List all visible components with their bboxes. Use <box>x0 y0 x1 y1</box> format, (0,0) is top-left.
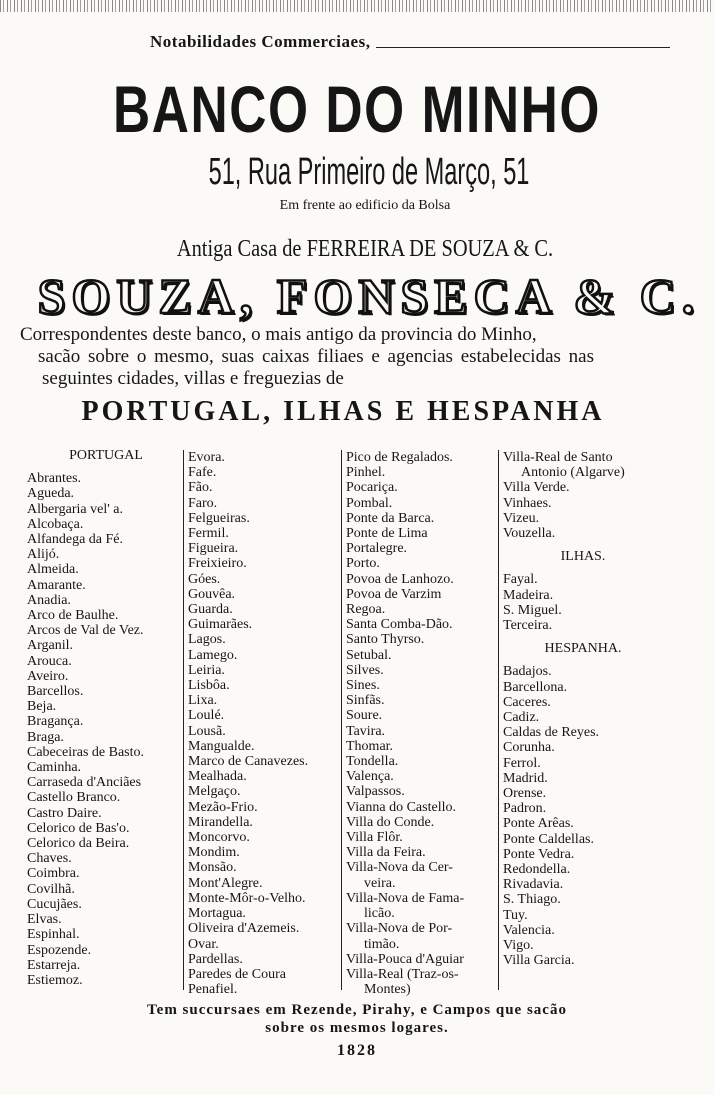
place-list <box>503 572 663 633</box>
place-entry: Pocariça. <box>346 480 398 496</box>
place-list <box>503 664 663 968</box>
place-entry: Villa-Nova de Por- <box>346 921 453 937</box>
place-entry: Sines. <box>346 678 380 694</box>
place-entry: Caminha. <box>27 760 82 776</box>
place-entry: Mezão-Frio. <box>188 799 258 815</box>
place-entry: Alijó. <box>27 547 60 563</box>
place-entry: Almeida. <box>27 562 79 578</box>
place-entry: Padron. <box>503 801 547 817</box>
place-entry: Covilhã. <box>27 881 75 897</box>
place-entry: Silves. <box>346 662 384 678</box>
place-entry: Pico de Regalados. <box>346 450 453 465</box>
place-entry: Beja. <box>27 699 57 715</box>
place-entry: Ponte Vedra. <box>503 846 575 862</box>
place-entry: Ponte de Lima <box>346 526 428 542</box>
place-entry: Cadiz. <box>503 710 540 726</box>
place-entry: Mont'Alegre. <box>188 875 263 891</box>
place-entry: Figueira. <box>188 541 239 557</box>
place-entry: Barcellos. <box>27 684 84 700</box>
place-list <box>346 450 504 997</box>
place-entry: Rivadavia. <box>503 877 564 893</box>
place-entry: Fermil. <box>188 526 229 542</box>
place-entry: Pardellas. <box>188 951 243 967</box>
place-entry: Thomar. <box>346 738 394 754</box>
place-entry: Povoa de Varzim <box>346 586 442 602</box>
place-entry: Albergaria vel' a. <box>27 501 123 517</box>
place-entry: Orense. <box>503 786 547 802</box>
place-entry: Carraseda d'Anciães <box>27 775 142 791</box>
place-entry: Villa-Pouca d'Aguiar <box>346 951 464 967</box>
place-entry: Evora. <box>188 450 225 465</box>
intro-line-3: seguintes cidades, villas e freguezias de <box>42 368 344 389</box>
place-entry: Estiemoz. <box>27 972 83 988</box>
place-entry: Castro Daire. <box>27 805 102 821</box>
place-entry: Tuy. <box>503 907 528 923</box>
place-entry: Chaves. <box>27 851 72 867</box>
place-entry: Madeira. <box>503 587 554 603</box>
place-entry: Porto. <box>346 556 380 572</box>
place-entry: Ferrol. <box>503 755 541 771</box>
place-entry: Pinhel. <box>346 465 386 481</box>
place-entry: Felgueiras. <box>188 510 250 526</box>
former-house: Antiga Casa de FERREIRA DE SOUZA & C. <box>176 236 554 262</box>
place-entry: Paredes de Coura <box>188 966 286 982</box>
place-entry: Melgaço. <box>188 784 241 800</box>
place-entry: Tavira. <box>346 723 386 739</box>
place-entry: Ponte Arêas. <box>503 816 574 832</box>
place-entry: Antonio (Algarve) <box>521 465 625 481</box>
place-entry: Mealhada. <box>188 769 247 785</box>
place-entry: Aveiro. <box>27 668 69 684</box>
place-entry: Lamego. <box>188 647 238 663</box>
place-entry: Povoa de Lanhozo. <box>346 571 454 587</box>
place-entry: Portalegre. <box>346 541 408 557</box>
place-entry: Mortagua. <box>188 906 246 922</box>
place-entry: Villa do Conde. <box>346 814 435 830</box>
place-entry: Ovar. <box>188 936 219 952</box>
place-entry: Valpassos. <box>346 784 405 800</box>
bank-name: BANCO DO MINHO <box>112 72 602 146</box>
place-entry: Santa Comba-Dão. <box>346 617 453 633</box>
place-entry: Villa-Real (Traz-os- <box>346 966 459 982</box>
place-entry: S. Miguel. <box>503 602 562 618</box>
column-portugal-2 <box>183 450 346 998</box>
place-entry: Vianna do Castello. <box>346 799 456 815</box>
place-entry: Alfandega da Fé. <box>27 532 124 548</box>
place-entry: Villa-Nova de Fama- <box>346 890 465 906</box>
intro-line-2: sacão sobre o mesmo, suas caixas filiaes e agencias estabelecidas nas <box>38 346 594 367</box>
column-other <box>498 450 663 990</box>
place-entry: Arcos de Val de Vez. <box>27 623 144 639</box>
place-entry: Mondim. <box>188 845 240 861</box>
place-entry: Villa-Real de Santo <box>503 450 613 465</box>
place-entry: licão. <box>364 906 395 922</box>
page-number: 1828 <box>337 1042 377 1059</box>
place-entry: Penafiel. <box>188 982 238 998</box>
place-entry: Oliveira d'Azemeis. <box>188 921 300 937</box>
page-top-edge <box>0 0 714 12</box>
place-entry: Lisbôa. <box>188 678 230 694</box>
place-entry: Monsão. <box>188 860 237 876</box>
place-entry: Guarda. <box>188 602 233 618</box>
bank-address: 51, Rua Primeiro de Março, 51 <box>208 151 530 193</box>
place-entry: Villa da Feira. <box>346 845 426 861</box>
place-entry: Santo Thyrso. <box>346 632 425 648</box>
regions-heading: PORTUGAL, ILHAS E HESPANHA <box>81 396 605 427</box>
place-entry: Regoa. <box>346 602 386 618</box>
place-entry: Soure. <box>346 708 383 724</box>
place-entry: Badajos. <box>503 664 552 680</box>
place-entry: Espozende. <box>27 942 92 958</box>
place-entry: Cucujães. <box>27 896 82 912</box>
place-entry: Alcobaça. <box>27 516 84 532</box>
place-entry: Monte-Môr-o-Velho. <box>188 890 306 906</box>
place-entry: Ponte Caldellas. <box>503 831 594 847</box>
place-entry: Espinhal. <box>27 927 80 943</box>
firm-name: SOUZA, FONSECA & C. <box>37 268 701 324</box>
place-entry: Mangualde. <box>188 738 255 754</box>
place-entry: Moncorvo. <box>188 830 250 846</box>
intro-paragraph <box>20 324 660 390</box>
place-entry: Braga. <box>27 729 64 745</box>
place-entry: Cabeceiras de Basto. <box>27 744 145 760</box>
place-entry: Celorico de Bas'o. <box>27 820 130 836</box>
place-entry: Marco de Canavezes. <box>188 754 309 770</box>
place-entry: Pombal. <box>346 495 393 511</box>
place-entry: Caceres. <box>503 694 551 710</box>
location-note: Em frente ao edificio da Bolsa <box>279 198 451 213</box>
place-entry: S. Thiago. <box>503 892 561 908</box>
place-entry: Fão. <box>188 480 213 496</box>
column-portugal-1 <box>27 448 185 988</box>
place-entry: Vinhaes. <box>503 495 552 511</box>
place-entry: veira. <box>364 875 396 891</box>
place-list <box>503 450 663 541</box>
spacer <box>503 656 663 664</box>
place-entry: Villa Garcia. <box>503 953 575 969</box>
place-entry: timão. <box>364 936 400 952</box>
place-entry: Setubal. <box>346 647 392 663</box>
spacer <box>503 633 663 641</box>
place-entry: Gouvêa. <box>188 586 236 602</box>
place-entry: Vouzella. <box>503 526 556 542</box>
place-list <box>188 450 346 997</box>
place-entry: Vigo. <box>503 938 534 954</box>
place-entry: Freixieiro. <box>188 556 247 572</box>
place-entry: Vizeu. <box>503 510 540 526</box>
place-entry: Villa Flôr. <box>346 830 403 846</box>
place-entry: Lousã. <box>188 723 226 739</box>
place-entry: Lagos. <box>188 632 226 648</box>
place-entry: Anadia. <box>27 592 71 608</box>
place-entry: Villa Verde. <box>503 480 570 496</box>
footer-line-2: sobre os mesmos logares. <box>265 1020 449 1036</box>
place-list <box>27 471 185 988</box>
place-entry: Arco de Baulhe. <box>27 608 119 624</box>
place-entry: Celorico da Beira. <box>27 836 130 852</box>
spacer <box>503 564 663 572</box>
place-entry: Estarreja. <box>27 957 81 973</box>
page-header <box>150 30 670 52</box>
spacer <box>503 541 663 549</box>
place-entry: Agueda. <box>27 486 75 502</box>
place-entry: Lixa. <box>188 693 218 709</box>
place-entry: Sinfãs. <box>346 693 385 709</box>
place-entry: Guimarães. <box>188 617 253 633</box>
place-entry: Fafe. <box>188 465 217 481</box>
place-entry: Tondella. <box>346 754 399 770</box>
place-entry: Bragança. <box>27 714 84 730</box>
place-entry: Valencia. <box>503 922 555 938</box>
spacer <box>27 463 185 471</box>
column-heading-portugal: PORTUGAL <box>69 448 143 463</box>
place-entry: Góes. <box>188 571 221 587</box>
place-entry: Abrantes. <box>27 471 82 487</box>
place-entry: Ponte da Barca. <box>346 510 435 526</box>
intro-line-1: Correspondentes deste banco, o mais antigo da provincia do Minho, <box>20 324 537 345</box>
place-entry: Terceira. <box>503 618 553 634</box>
place-entry: Arouca. <box>27 653 72 669</box>
place-entry: Montes) <box>364 982 411 998</box>
column-heading-spain: HESPANHA. <box>544 641 622 657</box>
place-entry: Fayal. <box>503 572 538 588</box>
place-entry: Madrid. <box>503 770 548 786</box>
column-portugal-3 <box>341 450 504 998</box>
place-entry: Amarante. <box>27 577 86 593</box>
place-entry: Loulé. <box>188 708 225 724</box>
header-title: Notabilidades Commerciaes, <box>150 32 371 51</box>
place-entry: Redondella. <box>503 862 571 878</box>
place-entry: Barcellona. <box>503 679 568 695</box>
place-entry: Faro. <box>188 495 218 511</box>
place-entry: Villa-Nova da Cer- <box>346 860 453 876</box>
place-entry: Leiria. <box>188 662 225 678</box>
place-entry: Coimbra. <box>27 866 80 882</box>
place-entry: Arganil. <box>27 638 74 654</box>
header-rule <box>376 47 670 48</box>
place-entry: Valença. <box>346 769 394 785</box>
place-entry: Castello Branco. <box>27 790 121 806</box>
place-entry: Corunha. <box>503 740 555 756</box>
place-entry: Caldas de Reyes. <box>503 725 600 741</box>
place-entry: Mirandella. <box>188 814 253 830</box>
column-heading-islands: ILHAS. <box>560 549 606 565</box>
place-entry: Elvas. <box>27 912 62 928</box>
footer-line-1: Tem succursaes em Rezende, Pirahy, e Campos que sacão <box>147 1002 567 1018</box>
